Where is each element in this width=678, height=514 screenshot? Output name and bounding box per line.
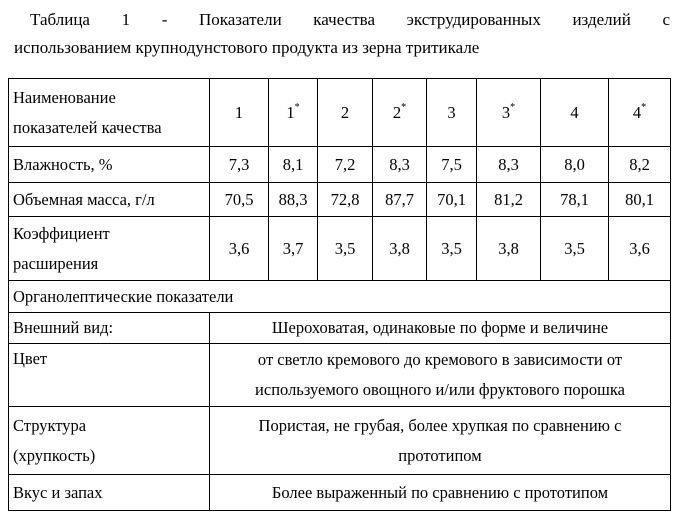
header-column-1: 1 bbox=[210, 79, 269, 147]
caption-word: 1 bbox=[121, 10, 131, 29]
cell-value: 3,5 bbox=[427, 217, 477, 281]
table-row bbox=[9, 217, 671, 281]
cell-value: 7,2 bbox=[318, 147, 373, 183]
row-label-line: расширения bbox=[13, 253, 99, 273]
row-label bbox=[9, 217, 210, 281]
row-label: Вкус и запах bbox=[9, 475, 210, 511]
cell-value: 7,5 bbox=[427, 147, 477, 183]
header-column-4-star: 4* bbox=[609, 79, 671, 147]
asterisk-mark: * bbox=[510, 101, 516, 113]
caption-word: с bbox=[662, 10, 670, 29]
description-line: прототипом bbox=[398, 445, 482, 465]
cell-value: 3,5 bbox=[318, 217, 373, 281]
caption-word: - bbox=[161, 10, 168, 29]
row-description bbox=[210, 344, 671, 407]
caption-line-2: использованием крупнодунстового продукта из зерна тритикале bbox=[14, 38, 480, 57]
cell-value: 3,8 bbox=[477, 217, 541, 281]
caption-word: изделий bbox=[572, 10, 631, 29]
cell-value: 72,8 bbox=[318, 183, 373, 217]
table-row bbox=[9, 313, 671, 344]
table-row bbox=[9, 147, 671, 183]
table-caption bbox=[14, 6, 670, 62]
header-column-4: 4 bbox=[541, 79, 609, 147]
row-label: Внешний вид: bbox=[9, 313, 210, 344]
header-column-3-star: 3* bbox=[477, 79, 541, 147]
caption-word: Показатели bbox=[198, 10, 282, 29]
table-row bbox=[9, 183, 671, 217]
header-column-1-star: 1* bbox=[269, 79, 318, 147]
table-row bbox=[9, 407, 671, 475]
caption-line-1 bbox=[14, 6, 670, 34]
table-row bbox=[9, 475, 671, 511]
cell-value: 3,7 bbox=[269, 217, 318, 281]
cell-value: 70,5 bbox=[210, 183, 269, 217]
description-line: используемого овощного и/или фруктового порошка bbox=[255, 380, 625, 399]
header-label-cell bbox=[9, 79, 210, 147]
cell-value: 3,8 bbox=[373, 217, 427, 281]
cell-value: 81,2 bbox=[477, 183, 541, 217]
cell-value: 70,1 bbox=[427, 183, 477, 217]
row-label: Влажность, % bbox=[9, 147, 210, 183]
description-line: от светло кремового до кремового в зависимости от bbox=[257, 350, 623, 369]
cell-value: 8,2 bbox=[609, 147, 671, 183]
row-label: Цвет bbox=[9, 344, 210, 407]
cell-value: 8,0 bbox=[541, 147, 609, 183]
cell-value: 3,6 bbox=[210, 217, 269, 281]
row-description bbox=[210, 407, 671, 475]
row-label-line: Коэффициент bbox=[13, 223, 110, 243]
table-row bbox=[9, 344, 671, 407]
header-column-2-star: 2* bbox=[373, 79, 427, 147]
asterisk-mark: * bbox=[294, 101, 300, 113]
cell-value: 80,1 bbox=[609, 183, 671, 217]
cell-value: 8,1 bbox=[269, 147, 318, 183]
row-label-line: (хрупкость) bbox=[13, 445, 96, 465]
row-description: Более выраженный по сравнению с прототипом bbox=[210, 475, 671, 511]
row-description: Шероховатая, одинаковые по форме и величине bbox=[210, 313, 671, 344]
cell-value: 87,7 bbox=[373, 183, 427, 217]
row-label: Объемная масса, г/л bbox=[9, 183, 210, 217]
cell-value: 3,6 bbox=[609, 217, 671, 281]
row-label bbox=[9, 407, 210, 475]
caption-word: экструдированных bbox=[406, 10, 541, 29]
section-title: Органолептические показатели bbox=[9, 281, 671, 313]
cell-value: 78,1 bbox=[541, 183, 609, 217]
caption-word: качества bbox=[313, 10, 375, 29]
section-row bbox=[9, 281, 671, 313]
asterisk-mark: * bbox=[401, 101, 407, 113]
cell-value: 8,3 bbox=[373, 147, 427, 183]
asterisk-mark: * bbox=[641, 101, 647, 113]
caption-word: Таблица bbox=[30, 10, 90, 29]
header-row bbox=[9, 79, 671, 147]
cell-value: 88,3 bbox=[269, 183, 318, 217]
header-column-2: 2 bbox=[318, 79, 373, 147]
row-label-line: Структура bbox=[13, 415, 87, 435]
header-column-3: 3 bbox=[427, 79, 477, 147]
header-label-line: показателей качества bbox=[13, 117, 162, 137]
cell-value: 7,3 bbox=[210, 147, 269, 183]
header-label-line: Наименование bbox=[13, 87, 116, 107]
cell-value: 8,3 bbox=[477, 147, 541, 183]
cell-value: 3,5 bbox=[541, 217, 609, 281]
quality-table bbox=[8, 78, 671, 511]
description-line: Пористая, не грубая, более хрупкая по сравнению с bbox=[258, 415, 622, 435]
